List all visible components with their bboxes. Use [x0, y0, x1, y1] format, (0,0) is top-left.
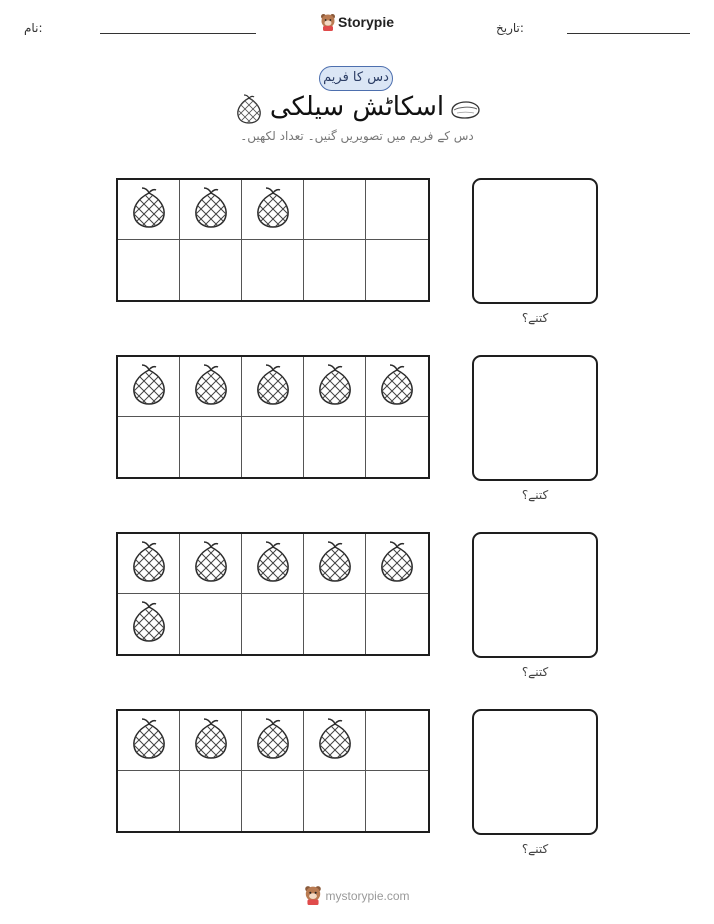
melon-icon [255, 541, 291, 587]
ten-frame-cell [180, 357, 242, 417]
ten-frame-cell [118, 711, 180, 771]
rock-icon [449, 98, 481, 128]
answer-box[interactable] [472, 178, 598, 304]
date-label: تاریخ: [496, 21, 524, 35]
page-title [0, 92, 714, 122]
melon-icon [193, 718, 229, 764]
melon-icon [317, 718, 353, 764]
ten-frame-cell [180, 711, 242, 771]
ten-frame-cell [180, 534, 242, 594]
ten-frame-cell [242, 771, 304, 831]
how-many-label: کتنے؟ [521, 842, 549, 856]
ten-frame-cell [118, 240, 180, 300]
ten-frame-cell [304, 240, 366, 300]
ten-frame-cell [180, 594, 242, 654]
brand-name: Storypie [337, 14, 394, 30]
page-title-text: اسکاٹش سیلکی [269, 92, 445, 122]
ten-frame-cell [304, 357, 366, 417]
ten-frame-cell [366, 240, 428, 300]
melon-icon [379, 541, 415, 587]
ten-frame-cell [366, 534, 428, 594]
ten-frame [116, 532, 430, 656]
ten-frame-cell [180, 417, 242, 477]
footer-url: mystorypie.com [325, 889, 410, 903]
ten-frame-cell [242, 711, 304, 771]
name-field[interactable] [100, 33, 256, 34]
ten-frame-cell [366, 594, 428, 654]
ten-frame-cell [118, 357, 180, 417]
ten-frame-cell [118, 417, 180, 477]
ten-frame-cell [118, 180, 180, 240]
ten-frame-cell [242, 357, 304, 417]
ten-frame-cell [242, 240, 304, 300]
answer-box[interactable] [472, 709, 598, 835]
ten-frame-cell [242, 180, 304, 240]
answer-box[interactable] [472, 355, 598, 481]
name-label: نام: [24, 21, 43, 35]
ten-frame-cell [304, 594, 366, 654]
ten-frame-cell [242, 417, 304, 477]
footer [0, 885, 714, 905]
melon-icon [255, 187, 291, 233]
ten-frame-cell [366, 771, 428, 831]
ten-frame-cell [366, 711, 428, 771]
melon-icon [131, 601, 167, 647]
melon-icon [236, 94, 262, 131]
melon-icon [317, 541, 353, 587]
melon-icon [131, 187, 167, 233]
ten-frame-cell [304, 417, 366, 477]
bear-icon [320, 13, 336, 31]
ten-frame-cell [366, 357, 428, 417]
melon-icon [193, 541, 229, 587]
ten-frame-cell [304, 711, 366, 771]
ten-frame-cell [304, 180, 366, 240]
ten-frame-cell [242, 594, 304, 654]
melon-icon [131, 541, 167, 587]
ten-frame-cell [118, 594, 180, 654]
melon-icon [317, 364, 353, 410]
how-many-label: کتنے؟ [521, 665, 549, 679]
ten-frame-cell [180, 240, 242, 300]
ten-frame [116, 355, 430, 479]
brand-logo [0, 13, 714, 31]
how-many-label: کتنے؟ [521, 488, 549, 502]
melon-icon [379, 364, 415, 410]
ten-frame-cell [366, 417, 428, 477]
ten-frame-cell [180, 180, 242, 240]
bear-icon [304, 885, 322, 905]
melon-icon [131, 364, 167, 410]
ten-frame-cell [366, 180, 428, 240]
date-field[interactable] [567, 33, 690, 34]
melon-icon [131, 718, 167, 764]
ten-frame-cell [304, 534, 366, 594]
ten-frame [116, 178, 430, 302]
answer-box[interactable] [472, 532, 598, 658]
melon-icon [255, 364, 291, 410]
ten-frame-cell [304, 771, 366, 831]
ten-frame-cell [118, 771, 180, 831]
ten-frame [116, 709, 430, 833]
worksheet-type-badge: دس کا فریم [319, 66, 393, 91]
melon-icon [193, 187, 229, 233]
instructions: دس کے فریم میں تصویریں گنیں۔ تعداد لکھیں۔ [240, 129, 474, 143]
ten-frame-cell [180, 771, 242, 831]
ten-frame-cell [118, 534, 180, 594]
how-many-label: کتنے؟ [521, 311, 549, 325]
melon-icon [193, 364, 229, 410]
ten-frame-cell [242, 534, 304, 594]
melon-icon [255, 718, 291, 764]
